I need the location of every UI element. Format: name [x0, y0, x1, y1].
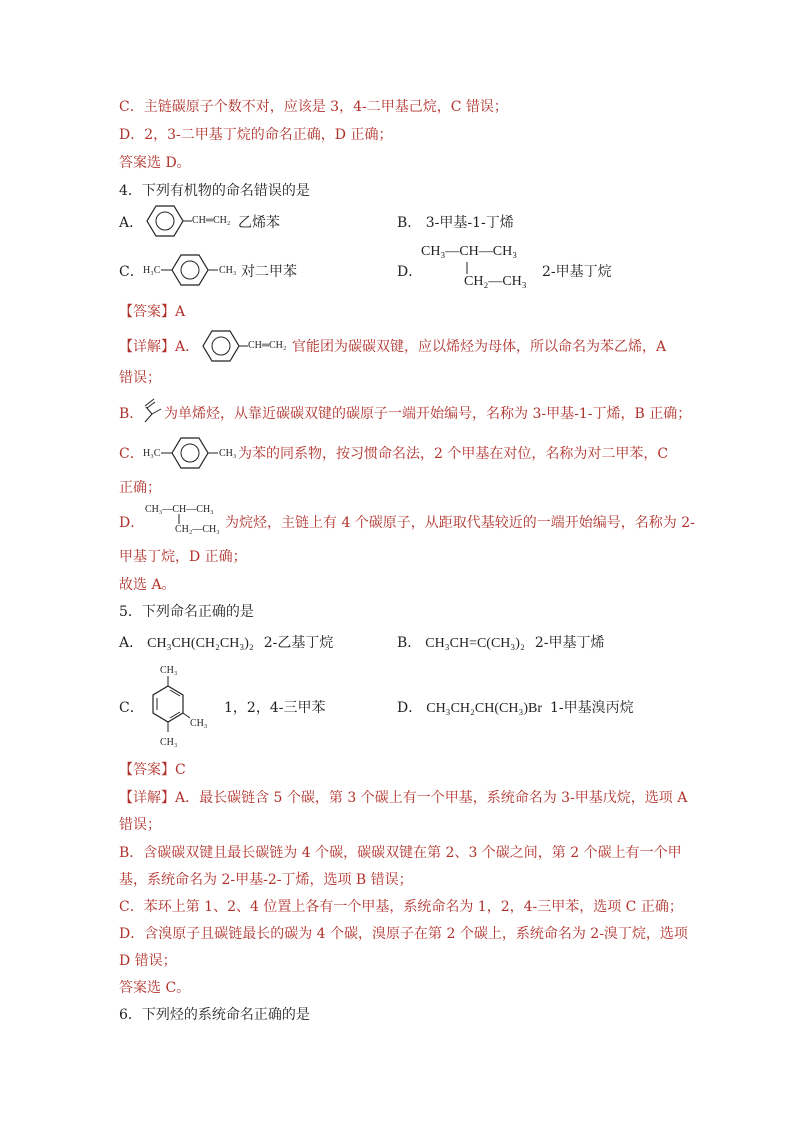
explain-text: A．最长碳链含 5 个碳，第 3 个碳上有一个甲基，系统命名为 3-甲基戊烷，选项 A	[175, 790, 688, 806]
option-prefix: D．	[397, 700, 423, 716]
q4-explain-a	[119, 337, 199, 357]
methyl-label: CH₃	[160, 737, 178, 748]
q5-option-c-name: 1，2，4-三甲苯	[224, 700, 326, 716]
formula: CH₃CH₂CH(CH₃)Br	[426, 701, 542, 716]
text-line: 答案选 D。	[119, 155, 191, 171]
question-4-title: 4．下列有机物的命名错误的是	[119, 183, 310, 199]
option-prefix: B．	[397, 635, 422, 651]
d-formula-bottom: CH₂—CH₃	[175, 524, 220, 535]
methyl-group: H₃C	[143, 265, 161, 276]
d-formula-top: CH₃—CH—CH₃	[421, 244, 518, 259]
d-formula-top: CH₃—CH—CH₃	[145, 504, 214, 515]
trimethylbenzene-structure	[140, 660, 220, 752]
text-line: 错误；	[119, 817, 161, 833]
option-prefix: A．	[175, 339, 200, 355]
q5-option-d[interactable]	[397, 698, 634, 719]
explain-text: 为烷烃，主链上有 4 个碳原子，从距取代基较近的一端开始编号，名称为 2-	[225, 515, 695, 531]
q5-option-a[interactable]	[119, 633, 333, 654]
q4-option-a-name: 乙烯苯	[238, 215, 280, 231]
explain-text: 官能团为碳碳双键，应以烯烃为母体，所以命名为苯乙烯，A	[292, 339, 667, 355]
q4-explain-d: D．	[119, 515, 145, 531]
explain-label: 【详解】	[119, 790, 175, 806]
methyl-group: CH₃	[219, 448, 237, 459]
option-prefix: A．	[119, 635, 144, 651]
explain-text: 为单烯烃，从靠近碳碳双键的碳原子一端开始编号，名称为 3-甲基-1-丁烯，B 正确；	[164, 406, 692, 422]
option-name: 1-甲基溴丙烷	[550, 700, 634, 716]
vinyl-group: CH═CH₂	[248, 340, 287, 351]
q4-answer: 【答案】A	[119, 304, 186, 320]
q4-option-b[interactable]: B． 3-甲基-1-丁烯	[397, 215, 514, 231]
text-line: C．主链碳原子个数不对，应该是 3，4-二甲基己烷，C 错误；	[119, 99, 508, 115]
q5-explain-d: D．含溴原子且碳链最长的碳为 4 个碳，溴原子在第 2 个碳上，系统命名为 2-溴丁烷，选项	[119, 926, 688, 942]
option-prefix: C．	[119, 264, 144, 280]
question-6-title: 6．下列烃的系统命名正确的是	[119, 1007, 310, 1023]
q4-explain-b: B．	[119, 406, 144, 422]
option-prefix: A．	[119, 215, 144, 231]
vinyl-group: CH═CH₂	[192, 215, 231, 226]
methyl-group: H₃C	[143, 448, 161, 459]
option-name: 2-甲基丁烯	[534, 635, 605, 651]
text-line: 故选 A。	[119, 577, 176, 593]
text-line: 甲基丁烷，D 正确；	[119, 549, 247, 565]
q5-answer: 【答案】C	[119, 762, 186, 778]
formula: CH₃CH=C(CH₃)₂	[425, 636, 525, 651]
q4-explain-c: C．	[119, 446, 144, 462]
text-line: D．2，3-二甲基丁烷的命名正确，D 正确；	[119, 127, 393, 143]
skeletal-structure	[141, 396, 165, 426]
q4-option-c-name: 对二甲苯	[241, 264, 297, 280]
methyl-label: CH₃	[160, 665, 178, 676]
text-line: 错误；	[119, 370, 161, 386]
formula: CH₃CH(CH₂CH₃)₂	[147, 636, 254, 651]
option-name: 2-乙基丁烷	[263, 635, 334, 651]
text-line: D 错误；	[119, 953, 177, 969]
explain-label: 【详解】	[119, 339, 175, 355]
text-line: 基，系统命名为 2-甲基-2-丁烯，选项 B 错误；	[119, 872, 413, 888]
explain-text: 为苯的同系物，按习惯命名法，2 个甲基在对位，名称为对二甲苯，C	[238, 446, 669, 462]
methyl-label: CH₃	[190, 718, 208, 729]
q5-explain-a	[119, 788, 687, 808]
option-prefix: D．	[397, 264, 423, 280]
q4-option-d[interactable]	[397, 262, 422, 282]
q5-option-b[interactable]	[397, 633, 604, 654]
text-line: 正确；	[119, 480, 161, 496]
q5-explain-c: C．苯环上第 1、2、4 位置上各有一个甲基，系统命名为 1，2，4-三甲苯，选项 C 正确；	[119, 899, 683, 915]
q5-explain-b: B．含碳碳双键且最长碳链为 4 个碳，碳碳双键在第 2、3 个碳之间，第 2 个碳上有一个甲	[119, 845, 682, 861]
question-5-title: 5．下列命名正确的是	[119, 604, 254, 620]
text-line: 答案选 C。	[119, 980, 191, 996]
methyl-group: CH₃	[219, 265, 237, 276]
q4-option-d-name: 2-甲基丁烷	[542, 264, 612, 280]
option-prefix: C．	[119, 700, 144, 716]
d-formula-bottom: CH₂—CH₃	[464, 274, 527, 289]
q4-option-c[interactable]	[119, 262, 144, 282]
